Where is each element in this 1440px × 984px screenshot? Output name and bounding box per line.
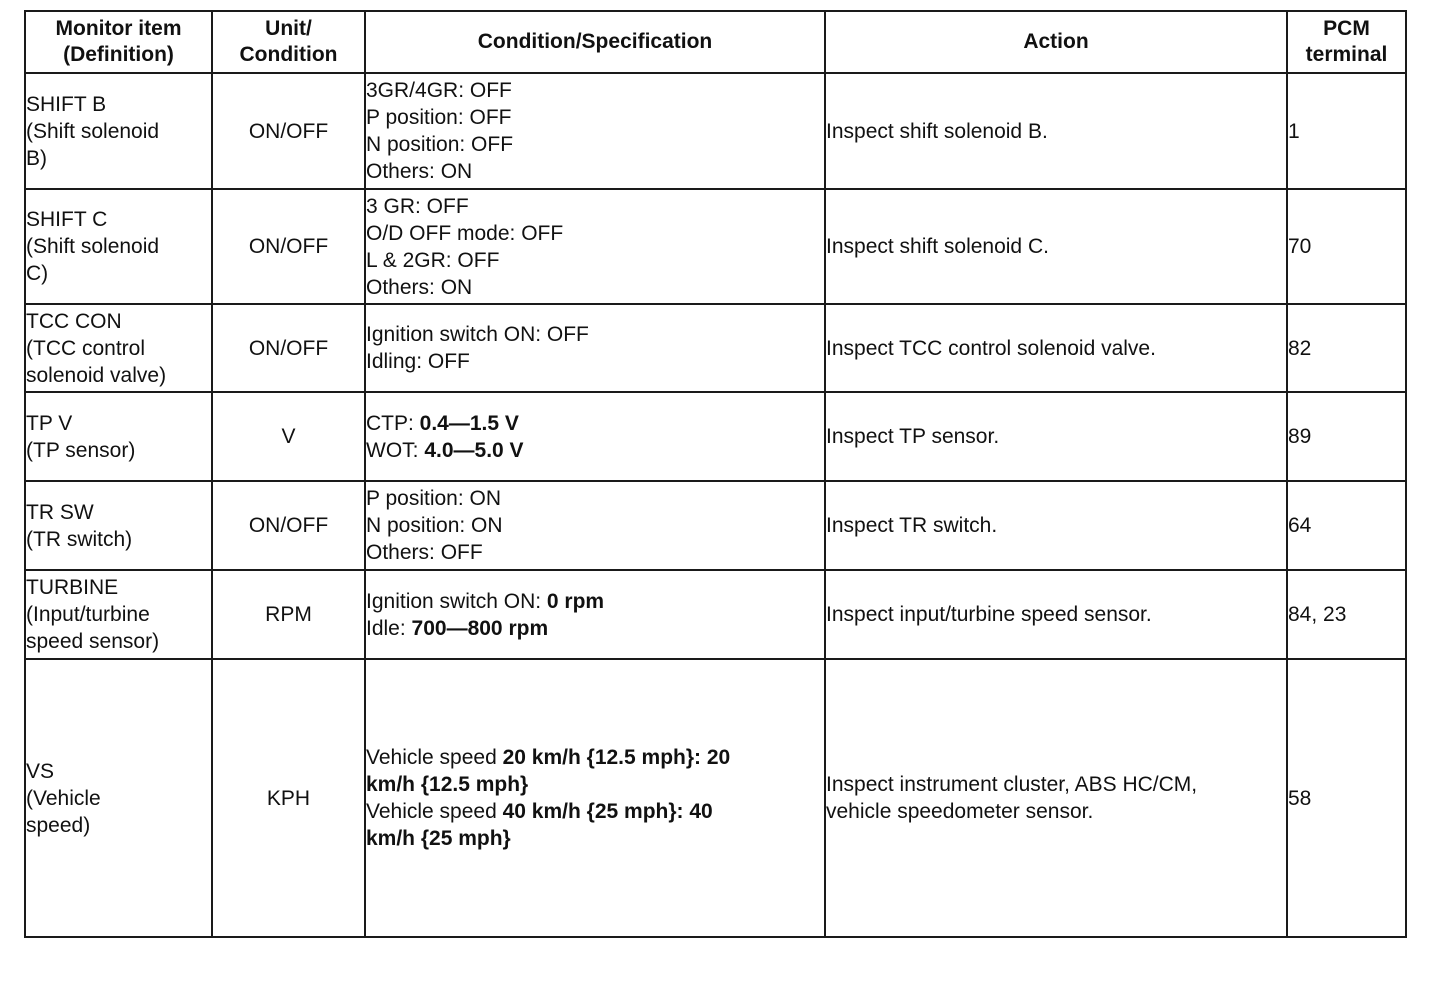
monitor-item-cell <box>25 392 212 481</box>
condition-line <box>366 274 824 301</box>
condition-line <box>366 615 824 642</box>
action-cell <box>825 570 1287 659</box>
monitor-item-line: solenoid valve) <box>26 363 167 387</box>
pcm-terminal-cell: 89 <box>1287 392 1406 481</box>
unit-cell: ON/OFF <box>212 73 365 189</box>
action-cell <box>825 73 1287 189</box>
action-cell <box>825 392 1287 481</box>
condition-label: CTP: <box>366 411 420 435</box>
monitor-item-line: (Input/turbine <box>26 603 150 626</box>
action-line: Inspect TR switch. <box>826 514 998 537</box>
monitor-item-line: (Shift solenoid <box>26 119 160 143</box>
condition-value: km/h {12.5 mph} <box>366 773 529 796</box>
monitor-item-line: TCC CON <box>26 309 122 333</box>
condition-value: 700—800 rpm <box>411 616 549 640</box>
condition-line <box>366 512 824 539</box>
condition-value: km/h {25 mph} <box>366 827 511 850</box>
condition-label: N position: ON <box>366 514 503 537</box>
monitor-item-line: VS <box>26 759 55 783</box>
action-cell <box>825 304 1287 392</box>
action-line: Inspect input/turbine speed sensor. <box>826 603 1152 626</box>
condition-line <box>366 220 824 247</box>
unit-cell: V <box>212 392 365 481</box>
condition-cell <box>365 570 825 659</box>
table-row <box>25 570 1406 659</box>
monitor-item-line: TR SW <box>26 500 94 524</box>
header-condition-specification: Condition/Specification <box>365 11 825 73</box>
monitor-item-line: speed sensor) <box>26 630 160 653</box>
condition-label: Idle: <box>366 616 412 640</box>
condition-line <box>366 539 824 566</box>
unit-cell: ON/OFF <box>212 189 365 304</box>
action-line: Inspect shift solenoid B. <box>826 119 1048 143</box>
condition-label: Others: ON <box>366 160 473 183</box>
condition-line <box>366 825 824 852</box>
condition-label: 3 GR: OFF <box>366 194 469 218</box>
monitor-item-cell <box>25 189 212 304</box>
action-cell <box>825 481 1287 570</box>
condition-label: WOT: <box>366 438 425 462</box>
unit-cell: KPH <box>212 659 365 937</box>
monitor-item-line: (TR switch) <box>26 527 133 551</box>
monitor-item-cell <box>25 73 212 189</box>
condition-value: 4.0—5.0 V <box>424 438 524 462</box>
pcm-terminal-cell: 58 <box>1287 659 1406 937</box>
table-row <box>25 659 1406 937</box>
condition-line <box>366 798 824 825</box>
condition-label: Vehicle speed <box>366 746 503 769</box>
action-line: Inspect shift solenoid C. <box>826 235 1049 258</box>
condition-label: Vehicle speed <box>366 800 503 823</box>
condition-label: Others: ON <box>366 275 473 299</box>
monitor-item-line: speed) <box>26 813 91 837</box>
table-row <box>25 189 1406 304</box>
condition-label: Ignition switch ON: OFF <box>366 323 589 346</box>
monitor-item-line: (TP sensor) <box>26 438 136 462</box>
monitor-item-line: SHIFT B <box>26 92 107 116</box>
condition-label: N position: OFF <box>366 133 514 156</box>
monitor-item-line: TP V <box>26 411 73 435</box>
action-line: Inspect instrument cluster, ABS HC/CM, <box>826 773 1198 796</box>
pcm-terminal-cell: 64 <box>1287 481 1406 570</box>
condition-line <box>366 77 824 104</box>
condition-cell <box>365 659 825 937</box>
table-row <box>25 304 1406 392</box>
monitor-item-line: B) <box>26 146 47 170</box>
condition-line <box>366 321 824 348</box>
condition-line <box>366 744 824 771</box>
action-line: Inspect TCC control solenoid valve. <box>826 336 1156 360</box>
action-line: vehicle speedometer sensor. <box>826 800 1094 823</box>
header-monitor-item: Monitor item (Definition) <box>25 11 212 73</box>
monitor-item-cell <box>25 304 212 392</box>
pcm-terminal-cell: 70 <box>1287 189 1406 304</box>
condition-value: 40 km/h {25 mph}: 40 <box>502 800 713 823</box>
condition-line <box>366 348 824 375</box>
monitor-item-cell <box>25 570 212 659</box>
condition-line <box>366 247 824 274</box>
condition-label: P position: ON <box>366 487 502 510</box>
condition-line <box>366 410 824 437</box>
table-row <box>25 481 1406 570</box>
condition-value: 0.4—1.5 V <box>419 411 519 435</box>
table-row <box>25 392 1406 481</box>
pcm-terminal-cell: 84, 23 <box>1287 570 1406 659</box>
header-unit-condition: Unit/ Condition <box>212 11 365 73</box>
condition-line <box>366 131 824 158</box>
header-row <box>25 11 1406 73</box>
condition-label: 3GR/4GR: OFF <box>366 79 512 102</box>
action-cell <box>825 659 1287 937</box>
condition-label: Ignition switch ON: <box>366 589 547 613</box>
monitor-item-cell <box>25 659 212 937</box>
condition-label: Idling: OFF <box>366 350 470 373</box>
unit-cell: ON/OFF <box>212 481 365 570</box>
condition-cell <box>365 392 825 481</box>
condition-cell <box>365 73 825 189</box>
header-action: Action <box>825 11 1287 73</box>
condition-line <box>366 158 824 185</box>
condition-label: P position: OFF <box>366 106 512 129</box>
condition-line <box>366 104 824 131</box>
condition-cell <box>365 189 825 304</box>
monitor-item-line: (Vehicle <box>26 786 101 810</box>
monitor-item-cell <box>25 481 212 570</box>
condition-label: L & 2GR: OFF <box>366 248 500 272</box>
monitor-item-line: SHIFT C <box>26 208 108 231</box>
monitor-item-line: (Shift solenoid <box>26 235 160 258</box>
condition-value: 20 km/h {12.5 mph}: 20 <box>502 746 731 769</box>
monitor-spec-table <box>24 10 1407 938</box>
condition-line <box>366 771 824 798</box>
action-line: Inspect TP sensor. <box>826 425 1000 448</box>
unit-cell: RPM <box>212 570 365 659</box>
condition-line <box>366 485 824 512</box>
condition-label: Others: OFF <box>366 541 483 564</box>
condition-label: O/D OFF mode: OFF <box>366 221 564 245</box>
monitor-item-line: (TCC control <box>26 336 146 360</box>
condition-line <box>366 193 824 220</box>
monitor-item-line: C) <box>26 262 49 285</box>
condition-cell <box>365 481 825 570</box>
pcm-terminal-cell: 82 <box>1287 304 1406 392</box>
pcm-terminal-cell: 1 <box>1287 73 1406 189</box>
unit-cell: ON/OFF <box>212 304 365 392</box>
condition-line <box>366 437 824 464</box>
condition-value: 0 rpm <box>546 589 605 613</box>
condition-cell <box>365 304 825 392</box>
header-pcm-terminal: PCM terminal <box>1287 11 1406 73</box>
action-cell <box>825 189 1287 304</box>
monitor-item-line: TURBINE <box>26 576 119 599</box>
table-row <box>25 73 1406 189</box>
condition-line <box>366 588 824 615</box>
